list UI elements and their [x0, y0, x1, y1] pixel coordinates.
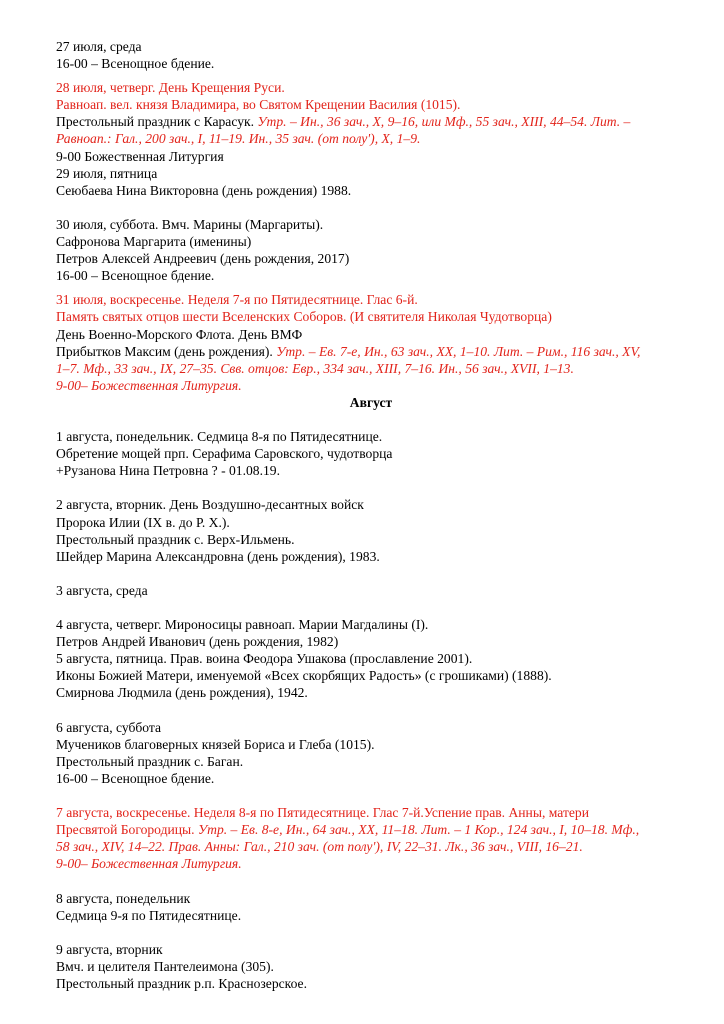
line-red: 28 июля, четверг. День Крещения Руси.	[56, 80, 285, 96]
line: Седмица 9-я по Пятидесятнице.	[56, 907, 242, 923]
reading-text: 9-00– Божественная Литургия.	[56, 377, 242, 393]
reading-text: 1–7. Мф., 33 зач., IX, 27–35. Свв. отцов: Евр., 334 зач., XIII, 7–16. Ин., 56 зач., XVII, 1–13.	[56, 360, 574, 376]
reading-text: Утр. – Ев. 8-е, Ин., 64 зач., XX, 11–18. Лит. – 1 Кор., 124 зач., I, 10–18. Мф.,	[197, 822, 640, 838]
line: Вмч. и целителя Пантелеимона (305).	[56, 958, 274, 974]
line	[56, 113, 686, 130]
line: Иконы Божией Матери, именуемой «Всех скорбящих Радость» (с грошиками) (1888).	[56, 668, 552, 684]
line: Престольный праздник с. Баган.	[56, 753, 244, 769]
line: Пророка Илии (IX в. до Р. Х.).	[56, 514, 230, 530]
spacer	[56, 284, 686, 291]
reading-text: 58 зач., XIV, 14–22. Прав. Анны: Гал., 210 зач. (от полу'), IV, 22–31. Лк., 36 зач., VIII, 16–21.	[56, 839, 583, 855]
spacer	[56, 599, 686, 616]
line: 29 июля, пятница	[56, 165, 158, 181]
line: Престольный праздник р.п. Краснозерское.	[56, 976, 307, 992]
line: 4 августа, четверг. Мироносицы равноап. Марии Магдалины (I).	[56, 617, 429, 633]
text-red: Пресвятой Богородицы.	[56, 822, 198, 838]
line: Смирнова Людмила (день рождения), 1942.	[56, 685, 308, 701]
reading-text: Утр. – Ев. 7-е, Ин., 63 зач., XX, 1–10. Лит. – Рим., 116 зач., XV,	[276, 343, 641, 359]
spacer	[56, 924, 686, 941]
spacer	[56, 479, 686, 496]
line: Сафронова Маргарита (именины)	[56, 234, 252, 250]
line: Шейдер Марина Александровна (день рождения), 1983.	[56, 548, 380, 564]
line-red: Равноап. вел. князя Владимира, во Святом Крещении Василия (1015).	[56, 97, 461, 113]
line	[56, 821, 686, 838]
line: 16-00 – Всенощное бдение.	[56, 770, 215, 786]
reading-text: Равноап.: Гал., 200 зач., I, 11–19. Ин., 35 зач. (от полу'), X, 1–9.	[56, 131, 421, 147]
line-red: 31 июля, воскресенье. Неделя 7-я по Пятидесятнице. Глас 6-й.	[56, 292, 418, 308]
line: Мучеников благоверных князей Бориса и Глеба (1015).	[56, 736, 375, 752]
line: 9-00 Божественная Литургия	[56, 148, 224, 164]
document-content	[56, 38, 686, 992]
spacer	[56, 199, 686, 216]
line: Обретение мощей прп. Серафима Саровского, чудотворца	[56, 446, 393, 462]
line	[56, 343, 686, 360]
line: 27 июля, среда	[56, 39, 142, 54]
spacer	[56, 565, 686, 582]
line: Петров Алексей Андреевич (день рождения, 2017)	[56, 251, 350, 267]
reading-text: 9-00– Божественная Литургия.	[56, 856, 242, 872]
line: День Военно-Морского Флота. День ВМФ	[56, 326, 303, 342]
line-red: Память святых отцов шести Вселенских Соборов. (И святителя Николая Чудотворца)	[56, 309, 552, 325]
line: Престольный праздник с. Верх-Ильмень.	[56, 531, 295, 547]
text: Престольный праздник с Карасук.	[56, 114, 258, 130]
line: Петров Андрей Иванович (день рождения, 1982)	[56, 634, 339, 650]
line: 6 августа, суббота	[56, 719, 162, 735]
spacer	[56, 787, 686, 804]
line: 9 августа, вторник	[56, 941, 163, 957]
spacer	[56, 873, 686, 890]
line: 5 августа, пятница. Прав. воина Феодора Ушакова (прославление 2001).	[56, 651, 473, 667]
spacer	[56, 411, 686, 428]
reading-text: Утр. – Ин., 36 зач., X, 9–16, или Мф., 55 зач., XIII, 44–54. Лит. –	[257, 114, 631, 130]
line: 2 августа, вторник. День Воздушно-десантных войск	[56, 497, 364, 513]
spacer	[56, 72, 686, 79]
line: +Рузанова Нина Петровна ? - 01.08.19.	[56, 463, 280, 479]
line: 16-00 – Всенощное бдение.	[56, 56, 215, 72]
line: 1 августа, понедельник. Седмица 8-я по Пятидесятнице.	[56, 429, 383, 445]
line: Сеюбаева Нина Викторовна (день рождения) 1988.	[56, 182, 352, 198]
line: 3 августа, среда	[56, 582, 148, 598]
text: Прибытков Максим (день рождения).	[56, 343, 277, 359]
spacer	[56, 702, 686, 719]
line: 16-00 – Всенощное бдение.	[56, 268, 215, 284]
line-red: 7 августа, воскресенье. Неделя 8-я по Пятидесятнице. Глас 7-й.Успение прав. Анны, матери	[56, 805, 590, 821]
month-heading: Август	[349, 394, 393, 410]
line: 30 июля, суббота. Вмч. Марины (Маргариты).	[56, 216, 324, 232]
line: 8 августа, понедельник	[56, 890, 191, 906]
